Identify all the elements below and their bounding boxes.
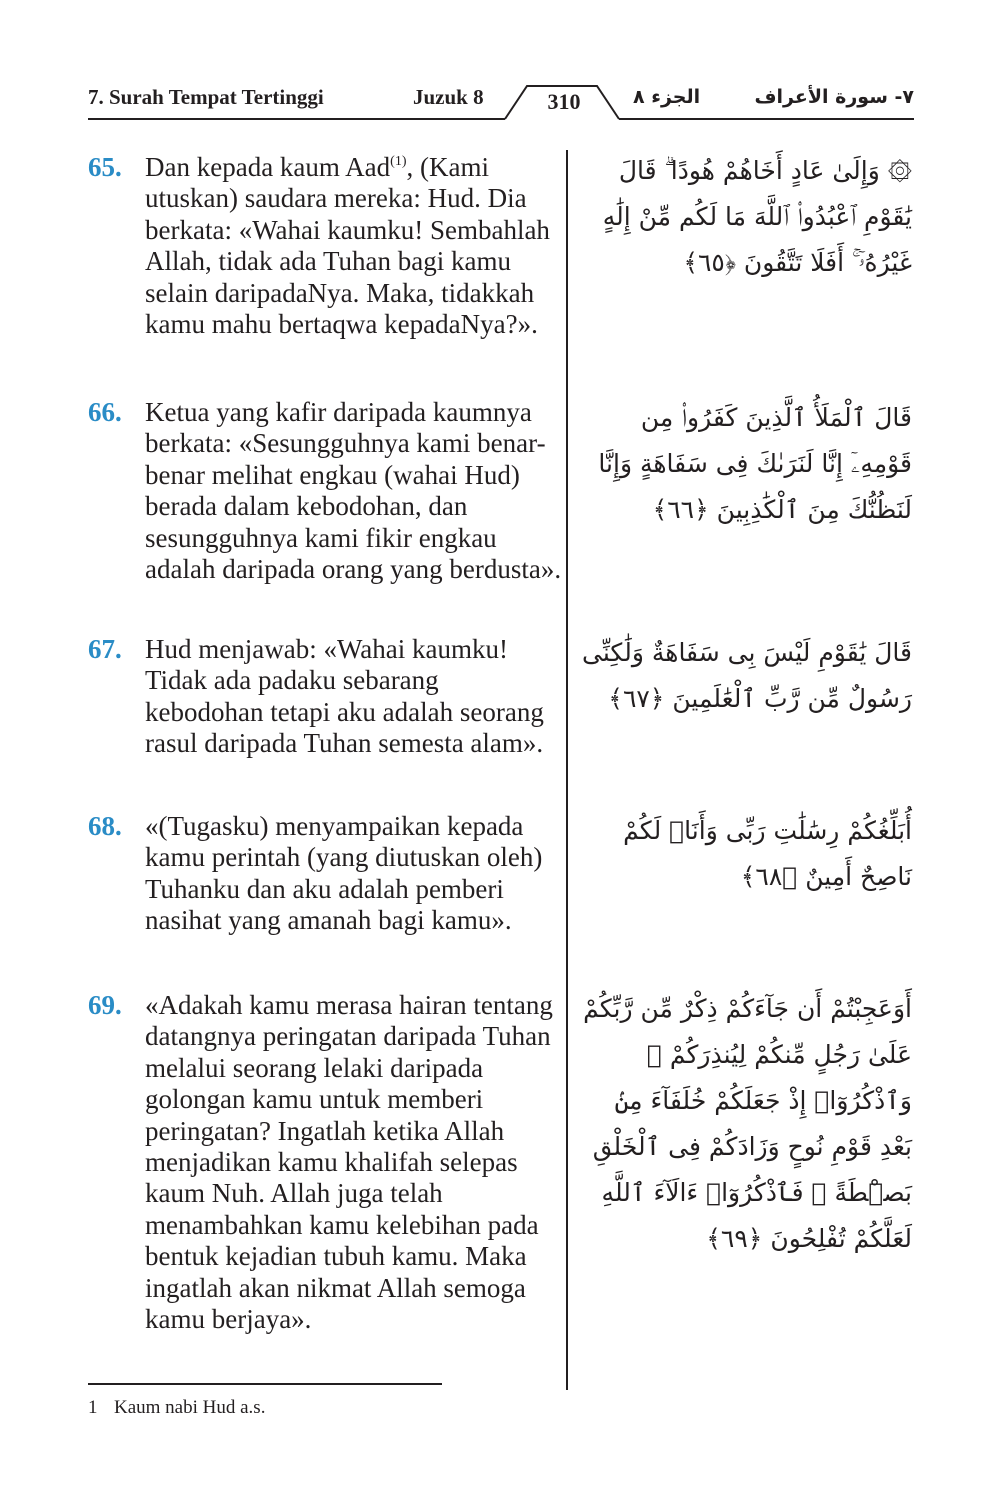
verse-66-arabic: قَالَ ٱلْمَلَأُ ٱلَّذِينَ كَفَرُوا۟ مِن قَوْمِهِۦٓ إِنَّا لَنَرَىٰكَ فِى سَفَاهَةٍ وَإِنَّا لَنَظُنُّكَ مِنَ ٱلْكَٰذِبِينَ ﴿٦٦﴾ — [598, 403, 912, 524]
footnote-number: 1 — [88, 1397, 98, 1418]
arabic-surah-title: ٧- سورة الأعراف — [754, 86, 914, 108]
arabic-juz-label: الجزء ٨ — [633, 86, 701, 108]
verse-number: 66. — [88, 397, 122, 427]
verse-text: Hud menjawab: «Wahai kaumku! Tidak ada padaku sebarang kebodohan tetapi aku adalah seorang rasul daripada Tuhan semesta alam». — [145, 634, 544, 759]
verse-number: 65. — [88, 152, 122, 182]
verse-text: «(Tugasku) menyampaikan kepada kamu perintah (yang diutuskan oleh) Tuhanku dan aku adalah pemberi nasihat yang amanah bagi kamu». — [145, 811, 543, 936]
verse-text-part: , (Kami utuskan) saudara mereka: Hud. Dia berkata: «Wahai kaumku! Sembahlah Allah, tidak ada Tuhan bagi kamu selain daripadaNya. Maka, tidakkah kamu mahu bertaqwa kepadaNya?». — [145, 152, 550, 340]
verse-number: 69. — [88, 990, 122, 1020]
surah-title: 7. Surah Tempat Tertinggi — [88, 85, 324, 109]
juz-label: Juzuk 8 — [413, 85, 484, 109]
verse-65-arabic: ۞ وَإِلَىٰ عَادٍ أَخَاهُمْ هُودًا ۗ قَالَ يَٰقَوْمِ ٱعْبُدُوا۟ ٱللَّهَ مَا لَكُم مِّنْ إِلَٰهٍ غَيْرُهُۥٓ ۚ أَفَلَا تَتَّقُونَ ﴿٦٥﴾ — [602, 156, 912, 277]
verse-number: 67. — [88, 634, 122, 664]
footnote-text: Kaum nabi Hud a.s. — [114, 1397, 266, 1418]
verse-text-part: Dan kepada kaum Aad — [145, 152, 391, 182]
verse-number: 68. — [88, 811, 122, 841]
footnote — [88, 1396, 265, 1420]
verse-67-arabic: قَالَ يَٰقَوْمِ لَيْسَ بِى سَفَاهَةٌ وَلَٰكِنِّى رَسُولٌ مِّن رَّبِّ ٱلْعَٰلَمِينَ ﴿٦٧﴾ — [582, 638, 912, 713]
column-divider — [566, 150, 568, 1390]
page-number-frame — [0, 0, 1000, 130]
verse-text — [145, 152, 563, 340]
footnote-rule — [88, 1383, 442, 1385]
footnote-ref: (1) — [390, 154, 407, 169]
verse-text: Ketua yang kafir daripada kaumnya berkata: «Sesungguhnya kami benar-benar melihat engkau (wahai Hud) berada dalam kebodohan, dan sesungguhnya kami fikir engkau adalah daripada orang yang berdusta». — [145, 397, 562, 585]
verse-text: «Adakah kamu merasa hairan tentang datangnya peringatan daripada Tuhan melalui seorang lelaki daripada golongan kamu untuk memberi peringatan? Ingatlah ketika Allah menjadikan kamu khalifah selepas kaum Nuh. Allah juga telah menambahkan kamu kelebihan pada bentuk kejadian tubuh kamu. Maka ingatlah akan nikmat Allah semoga kamu berjaya». — [145, 990, 553, 1335]
verse-68-arabic: أُبَلِّغُكُمْ رِسَٰلَٰتِ رَبِّى وَأَنَا۠ لَكُمْ نَاصِحٌ أَمِينٌ ﴿٦٨﴾ — [623, 816, 912, 891]
page-number: 310 — [547, 89, 581, 114]
verse-69-arabic: أَوَعَجِبْتُمْ أَن جَآءَكُمْ ذِكْرٌ مِّن رَّبِّكُمْ عَلَىٰ رَجُلٍ مِّنكُمْ لِيُنذِرَكُمْ ۚ وَٱذْكُرُوٓا۟ إِذْ جَعَلَكُمْ خُلَفَآءَ مِنۢ بَعْدِ قَوْمِ نُوحٍ وَزَادَكُمْ فِى ٱلْخَلْقِ بَصْۜطَةً ۖ فَٱذْكُرُوٓا۟ ءَالَآءَ ٱللَّهِ لَعَلَّكُمْ تُفْلِحُونَ ﴿٦٩﴾ — [583, 994, 912, 1253]
